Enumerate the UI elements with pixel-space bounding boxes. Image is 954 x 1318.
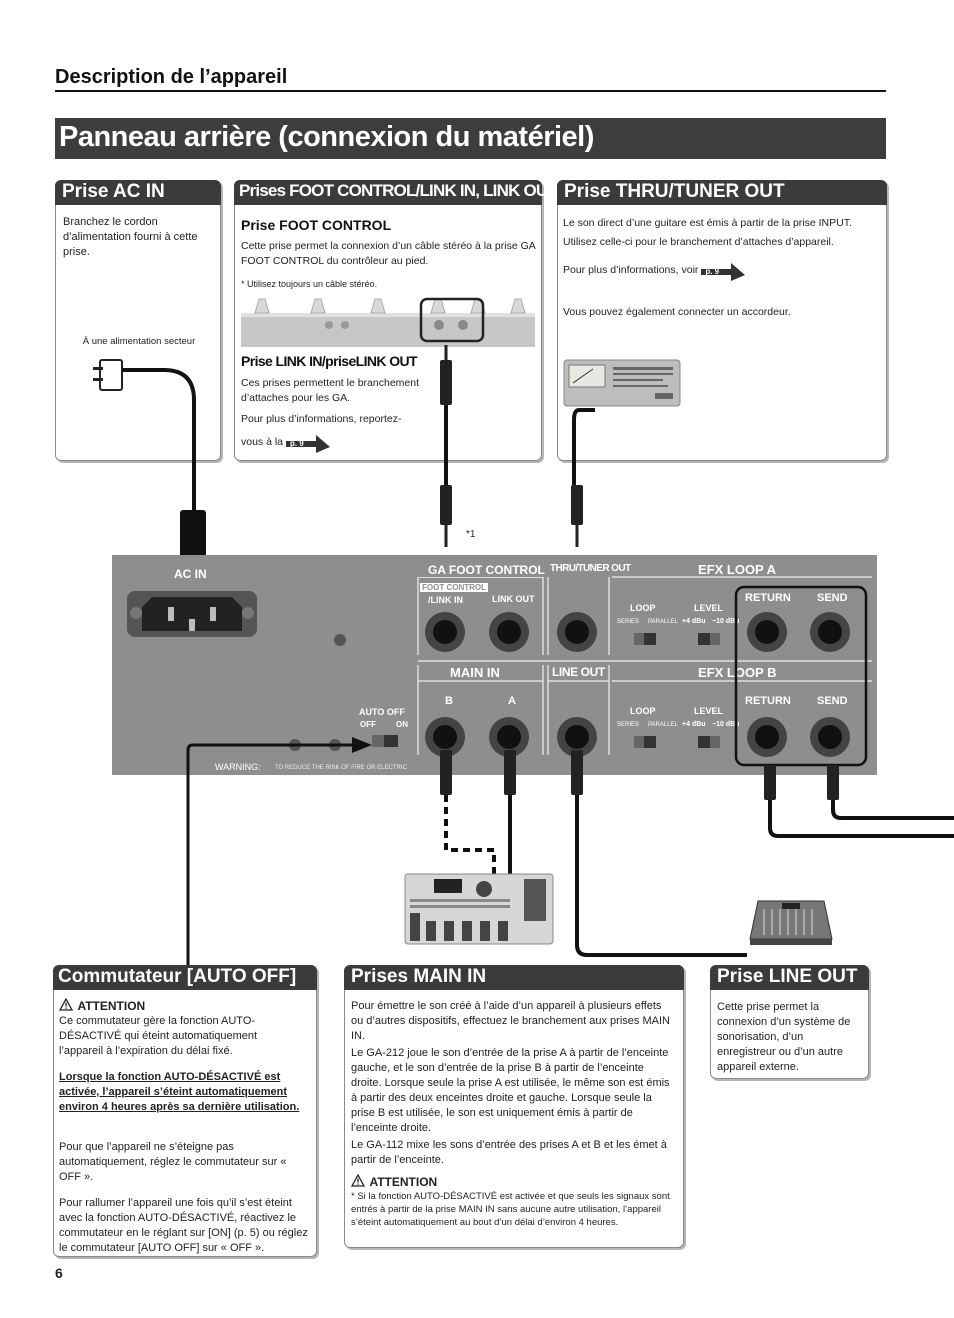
foot-control-box-header xyxy=(234,180,557,205)
send-a-label: SEND xyxy=(817,592,848,604)
thru-tuner-box-header xyxy=(557,180,887,205)
warning-label: WARNING: xyxy=(215,762,261,772)
level-b-label: LEVEL xyxy=(694,706,724,716)
send-b-label: SEND xyxy=(817,695,848,707)
thru-tuner-box-title: Prise THRU/TUNER OUT xyxy=(564,181,785,202)
main-in-a-label: A xyxy=(508,695,516,707)
thru-text-2: Utilisez celle-ci pour le branchement d’attaches d’appareil. xyxy=(563,236,834,248)
page-ref-label: p. 9 xyxy=(289,439,304,448)
thru-tuner-out-label: THRU/TUNER OUT xyxy=(550,563,631,574)
auto-off-off-label: OFF xyxy=(360,720,376,729)
foot-control-subtitle: Prise FOOT CONTROL xyxy=(241,217,392,233)
thru-more-info: Pour plus d’informations, voir xyxy=(563,263,699,276)
main-in-box-title: Prises MAIN IN xyxy=(351,966,487,987)
auto-off-text-2: Lorsque la fonction AUTO-DÉSACTIVÉ est activée, l’appareil s’éteint automatiquement environ 4 heures après sa dernière utilisation. xyxy=(59,1071,300,1113)
ac-in-text: Branchez le cordon d’alimentation fourni à cette prise. xyxy=(63,216,198,258)
return-b-label: RETURN xyxy=(745,695,791,707)
line-out-label: LINE OUT xyxy=(552,665,605,679)
main-in-attention xyxy=(351,1173,437,1191)
foot-control-note: * Utilisez toujours un câble stéréo. xyxy=(241,279,378,289)
main-in-box-header xyxy=(344,965,684,990)
line-out-box-header xyxy=(710,965,869,990)
page-ref-label: p. 9 xyxy=(705,267,720,276)
auto-off-text-1: Ce commutateur gère la fonction AUTO-DÉSACTIVÉ qui éteint automatiquement l’appareil à l’expiration du délai fixé. xyxy=(59,1015,258,1057)
efx-loop-a-label: EFX LOOP A xyxy=(698,562,777,577)
foot-control-jack-label: FOOT CONTROL xyxy=(422,583,486,592)
section-title: Description de l’appareil xyxy=(55,66,288,88)
minus10-b-label: −10 dBu xyxy=(712,721,740,728)
ac-in-label: AC IN xyxy=(174,567,207,581)
page-title: Panneau arrière (connexion du matériel) xyxy=(59,121,594,153)
main-in-text-3: Le GA-112 mixe les sons d’entrée des prises A et B et les émet à partir de l’enceinte. xyxy=(351,1139,667,1166)
ac-in-box-header xyxy=(55,180,221,205)
main-in-label: MAIN IN xyxy=(450,665,500,680)
link-text: Ces prises permettent le branchement d’attaches pour les GA. xyxy=(241,377,420,404)
auto-off-box-title: Commutateur [AUTO OFF] xyxy=(58,966,297,987)
return-a-label: RETURN xyxy=(745,592,791,604)
main-in-attention-label: ATTENTION xyxy=(369,1175,438,1189)
minus10-a-label: −10 dBu xyxy=(712,618,740,625)
thru-text-3-line xyxy=(563,261,743,279)
auto-off-text-3: Pour que l’appareil ne s’éteigne pas automatiquement, réglez le commutateur sur « OFF ». xyxy=(59,1141,287,1183)
efx-loop-b-label: EFX LOOP B xyxy=(698,665,777,680)
ac-in-box-title: Prise AC IN xyxy=(62,181,165,202)
line-out-box-title: Prise LINE OUT xyxy=(717,966,858,987)
main-in-text-1: Pour émettre le son créé à l’aide d’un appareil à plusieurs effets ou d’autres dispositifs, effectuez le branchement aux prises MAIN IN. xyxy=(351,1000,670,1042)
plus4-a-label: +4 dBu xyxy=(682,618,706,625)
main-in-box xyxy=(344,965,684,1248)
thru-text-4: Vous pouvez également connecter un accordeur. xyxy=(563,306,791,318)
power-plug-icon xyxy=(93,360,194,510)
line-out-text: Cette prise permet la connexion d’un système de sonorisation, d’un enregistreur ou d’un autre appareil externe. xyxy=(717,1001,851,1073)
page-number: 6 xyxy=(55,1265,63,1281)
warning-text: TO REDUCE THE RISK OF FIRE OR ELECTRIC xyxy=(275,765,407,771)
series-b-label: SERIES xyxy=(617,722,640,728)
auto-off-box xyxy=(53,965,317,1257)
main-in-b-label: B xyxy=(445,695,453,707)
cable-diagram-top xyxy=(0,340,954,560)
main-in-note: * Si la fonction AUTO-DÉSACTIVÉ est activée et que seuls les signaux sont entrés à partir de la prise MAIN IN sans aucune autre utilisation, l’appareil s’éteint automatiquement au bout d’un délai d’environ 4 heures. xyxy=(351,1191,670,1228)
link-subtitle: Prise LINK IN/priseLINK OUT xyxy=(241,353,417,369)
auto-off-label: AUTO OFF xyxy=(359,707,405,717)
link-out-label: LINK OUT xyxy=(492,594,535,604)
loop-a-label: LOOP xyxy=(630,603,656,613)
warning-icon xyxy=(59,998,73,1011)
auto-off-text-4: Pour rallumer l’appareil une fois qu’il s’est éteint avec la fonction AUTO-DÉSACTIVÉ, réactivez le commutateur en le réglant sur [ON] (p. 5) ou réglez le commutateur [AUTO OFF] sur « OFF ». xyxy=(59,1197,308,1254)
mixer-illustration xyxy=(748,895,834,949)
section-rule xyxy=(55,90,886,92)
link-in-label: /LINK IN xyxy=(428,595,463,605)
parallel-b-label: PARALLEL xyxy=(648,722,678,728)
series-a-label: SERIES xyxy=(617,619,640,625)
auto-off-on-label: ON xyxy=(396,720,408,729)
link-more-info: Pour plus d’informations, reportez- xyxy=(241,413,402,425)
ga-foot-control-label: GA FOOT CONTROL xyxy=(428,563,545,577)
page-ref-arrow[interactable] xyxy=(701,261,743,279)
multi-effects-illustration xyxy=(404,873,554,945)
auto-off-attention xyxy=(59,997,145,1015)
thru-text-1: Le son direct d’une guitare est émis à partir de la prise INPUT. xyxy=(563,217,852,229)
foot-control-box-title: Prises FOOT CONTROL/LINK IN, LINK OUT xyxy=(239,181,557,200)
outlet-label: À une alimentation secteur xyxy=(82,336,196,347)
loop-b-label: LOOP xyxy=(630,706,656,716)
level-a-label: LEVEL xyxy=(694,603,724,613)
auto-off-box-header xyxy=(53,965,317,990)
footnote-mark: *1 xyxy=(466,529,476,540)
parallel-a-label: PARALLEL xyxy=(648,619,678,625)
main-in-text-2: Le GA-212 joue le son d’entrée de la prise A à partir de l’enceinte gauche, et le son d’entrée de la prise B à partir de l’enceinte droite. Lorsque seule la prise A est utilisée, le même son est émis à partir des deux enceintes droite et gauche. Lorsque seule la prise B est utilisée, le son est uniquement émis à partir de l’enceinte droite. xyxy=(351,1047,670,1134)
page-title-banner xyxy=(55,118,886,159)
warning-icon xyxy=(351,1174,365,1187)
line-out-box xyxy=(710,965,869,1079)
plus4-b-label: +4 dBu xyxy=(682,721,706,728)
foot-control-text: Cette prise permet la connexion d’un câble stéréo à la prise GA FOOT CONTROL du contrôleur au pied. xyxy=(241,240,536,267)
link-more-info-prefix: vous à la xyxy=(241,435,284,448)
auto-off-attention-label: ATTENTION xyxy=(77,999,146,1013)
